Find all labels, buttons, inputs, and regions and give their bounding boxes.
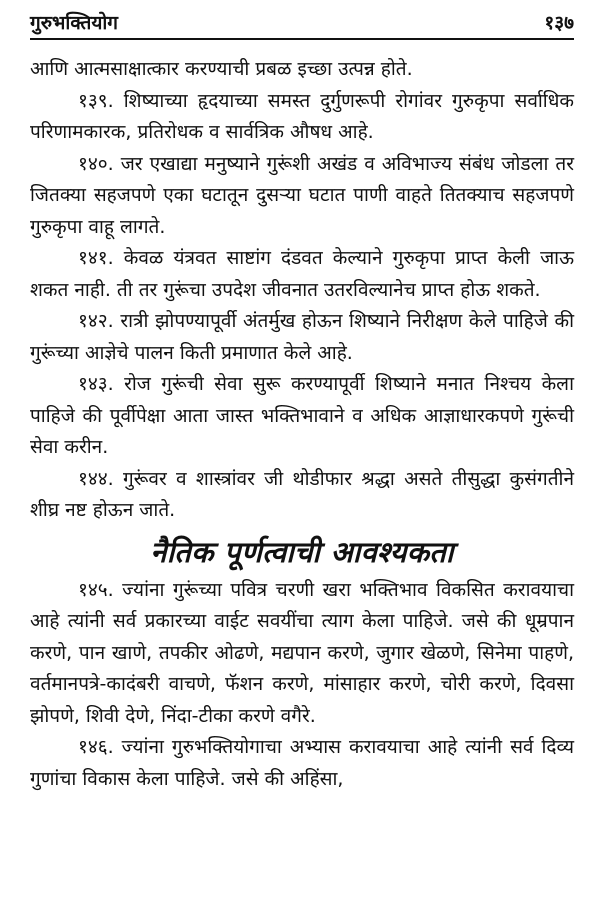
page-number: १३७ (544, 12, 574, 34)
paragraph-141: १४१. केवळ यंत्रवत साष्टांग दंडवत केल्याने गुरुकृपा प्राप्त केली जाऊ शकत नाही. ती तर गुरूंचा उपदेश जीवनात उतरविल्यानेच प्राप्त होऊ शकते. (30, 247, 574, 301)
page-body (30, 40, 574, 795)
section-heading: नैतिक पूर्णत्वाची आवश्यकता (150, 534, 454, 569)
paragraph-144: १४४. गुरूंवर व शास्त्रांवर जी थोडीफार श्रद्धा असते तीसुद्धा कुसंगतीने शीघ्र नष्ट होऊन जाते. (30, 467, 574, 521)
paragraph-145: १४५. ज्यांना गुरूंच्या पवित्र चरणी खरा भक्तिभाव विकसित करावयाचा आहे त्यांनी सर्व प्रकारच्या वाईट सवयींचा त्याग केला पाहिजे. जसे की धूम्रपान करणे, पान खाणे, तपकीर ओढणे, मद्यपान करणे, जुगार खेळणे, सिनेमा पाहणे, वर्तमानपत्रे-कादंबरी वाचणे, फॅशन करणे, मांसाहार करणे, चोरी करणे, दिवसा झोपणे, शिवी देणे, निंदा-टीका करणे वगैरे. (30, 578, 574, 727)
paragraph-146: १४६. ज्यांना गुरुभक्तियोगाचा अभ्यास करावयाचा आहे त्यांनी सर्व दिव्य गुणांचा विकास केला पाहिजे. जसे की अहिंसा, (30, 736, 574, 790)
running-title: गुरुभक्तियोग (30, 12, 118, 34)
paragraph-140: १४०. जर एखाद्या मनुष्याने गुरूंशी अखंड व अविभाज्य संबंध जोडला तर जितक्या सहजपणे एका घटातून दुसऱ्या घटात पाणी वाहते तितक्याच सहजपणे गुरुकृपा वाहू लागते. (30, 152, 574, 238)
paragraph-142: १४२. रात्री झोपण्यापूर्वी अंतर्मुख होऊन शिष्याने निरीक्षण केले पाहिजे की गुरूंच्या आज्ञेचे पालन किती प्रमाणात केले आहे. (30, 310, 574, 364)
paragraph-143: १४३. रोज गुरूंची सेवा सुरू करण्यापूर्वी शिष्याने मनात निश्चय केला पाहिजे की पूर्वीपेक्षा आता जास्त भक्तिभावाने व अधिक आज्ञाधारकपणे गुरूंची सेवा करीन. (30, 373, 574, 458)
paragraph-139: १३९. शिष्याच्या हृदयाच्या समस्त दुर्गुणरूपी रोगांवर गुरुकृपा सर्वाधिक परिणामकारक, प्रतिरोधक व सार्वत्रिक औषध आहे. (30, 89, 574, 143)
continued-line: आणि आत्मसाक्षात्कार करण्याची प्रबळ इच्छा उत्पन्न होते. (30, 58, 413, 80)
running-header (30, 0, 574, 40)
